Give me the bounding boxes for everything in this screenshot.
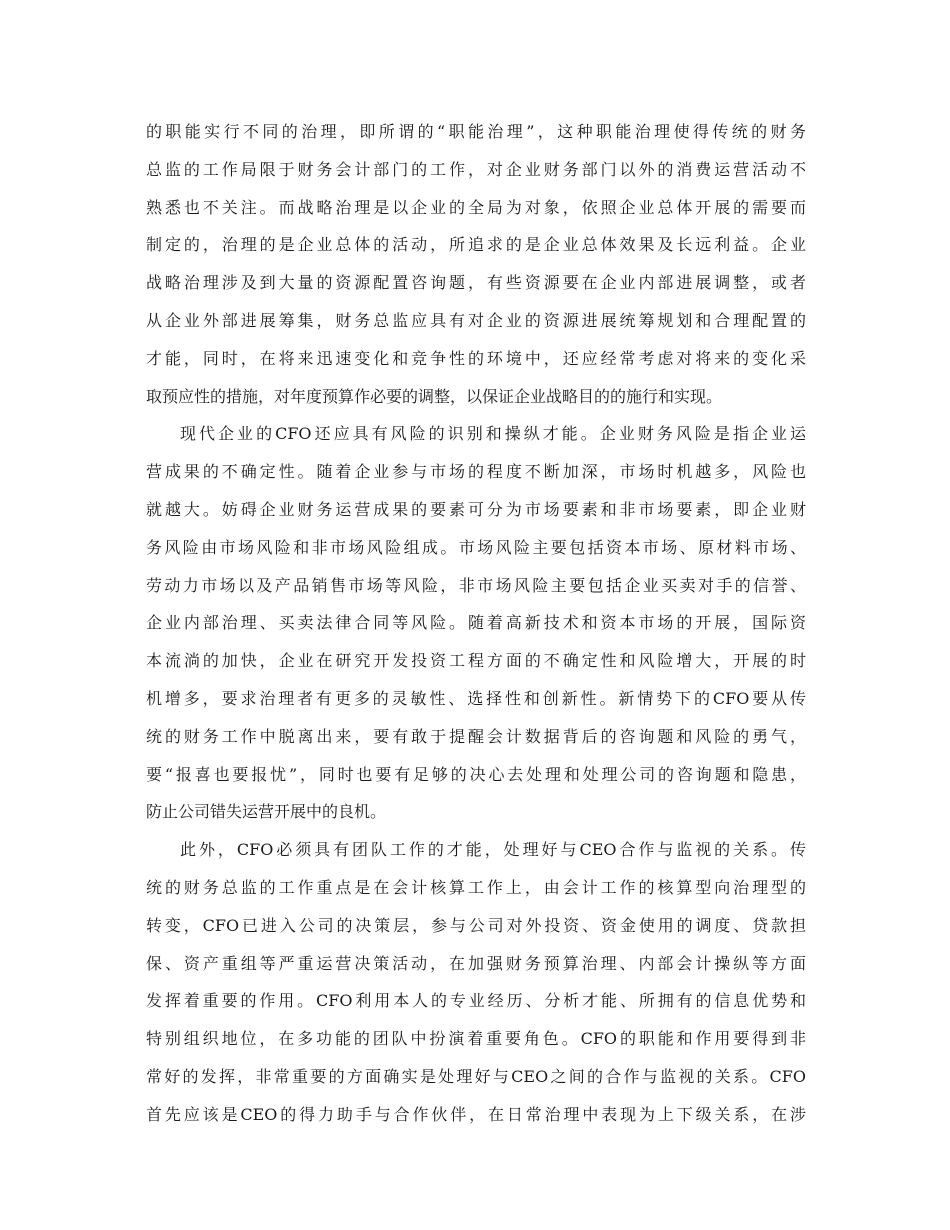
text-line: 统的财务工作中脱离出来，要有敢于提醒会计数据背后的咨询题和风险的勇气， bbox=[146, 726, 806, 746]
document-body bbox=[146, 113, 806, 1134]
text-line: 特别组织地位，在多功能的团队中扮演着重要角色。CFO的职能和作用要得到非 bbox=[146, 1029, 806, 1049]
text-line: 熟悉也不关注。而战略治理是以企业的全局为对象，依照企业总体开展的需要而 bbox=[146, 197, 806, 217]
text-line: 统的财务总监的工作重点是在会计核算工作上，由会计工作的核算型向治理型的 bbox=[146, 877, 806, 897]
text-line: 机增多，要求治理者有更多的灵敏性、选择性和创新性。新情势下的CFO要从传 bbox=[146, 688, 806, 708]
text-line: 从企业外部进展筹集，财务总监应具有对企业的资源进展统筹规划和合理配置的 bbox=[146, 310, 806, 330]
paragraph-start-line: 此外，CFO必须具有团队工作的才能，处理好与CEO合作与监视的关系。传 bbox=[180, 840, 806, 860]
text-line: 转变，CFO已进入公司的决策层，参与公司对外投资、资金使用的调度、贷款担 bbox=[146, 915, 806, 935]
text-line: 取预应性的措施，对年度预算作必要的调整，以保证企业战略目的的施行和实现。 bbox=[146, 386, 723, 406]
text-line: 保、资产重组等严重运营决策活动，在加强财务预算治理、内部会计操纵等方面 bbox=[146, 953, 806, 973]
text-line: 就越大。妨碍企业财务运营成果的要素可分为市场要素和非市场要素，即企业财 bbox=[146, 499, 806, 519]
text-line: 营成果的不确定性。随着企业参与市场的程度不断加深，市场时机越多，风险也 bbox=[146, 462, 806, 482]
text-line: 战略治理涉及到大量的资源配置咨询题，有些资源要在企业内部进展调整，或者 bbox=[146, 273, 806, 293]
text-line: 的职能实行不同的治理，即所谓的“职能治理”，这种职能治理使得传统的财务 bbox=[146, 122, 806, 141]
text-line: 企业内部治理、买卖法律合同等风险。随着高新技术和资本市场的开展，国际资 bbox=[146, 613, 806, 633]
text-line: 发挥着重要的作用。CFO利用本人的专业经历、分析才能、所拥有的信息优势和 bbox=[146, 991, 806, 1011]
text-line: 防止公司错失运营开展中的良机。 bbox=[146, 802, 387, 822]
text-line: 才能，同时，在将来迅速变化和竞争性的环境中，还应经常考虑对将来的变化采 bbox=[146, 348, 806, 368]
text-line: 首先应该是CEO的得力助手与合作伙伴，在日常治理中表现为上下级关系，在涉 bbox=[146, 1104, 806, 1124]
text-line: 务风险由市场风险和非市场风险组成。市场风险主要包括资本市场、原材料市场、 bbox=[146, 537, 806, 557]
paragraph-start-line: 现代企业的CFO还应具有风险的识别和操纵才能。企业财务风险是指企业运 bbox=[180, 424, 806, 444]
text-line: 要“报喜也要报忧”，同时也要有足够的决心去处理和处理公司的咨询题和隐患， bbox=[146, 764, 806, 784]
text-line: 总监的工作局限于财务会计部门的工作，对企业财务部门以外的消费运营活动不 bbox=[146, 159, 806, 179]
text-line: 劳动力市场以及产品销售市场等风险，非市场风险主要包括企业买卖对手的信誉、 bbox=[146, 575, 806, 595]
text-line: 制定的，治理的是企业总体的活动，所追求的是企业总体效果及长远利益。企业 bbox=[146, 235, 806, 255]
text-line: 常好的发挥，非常重要的方面确实是处理好与CEO之间的合作与监视的关系。CFO bbox=[146, 1066, 806, 1086]
text-line: 本流淌的加快，企业在研究开发投资工程方面的不确定性和风险增大，开展的时 bbox=[146, 651, 806, 671]
